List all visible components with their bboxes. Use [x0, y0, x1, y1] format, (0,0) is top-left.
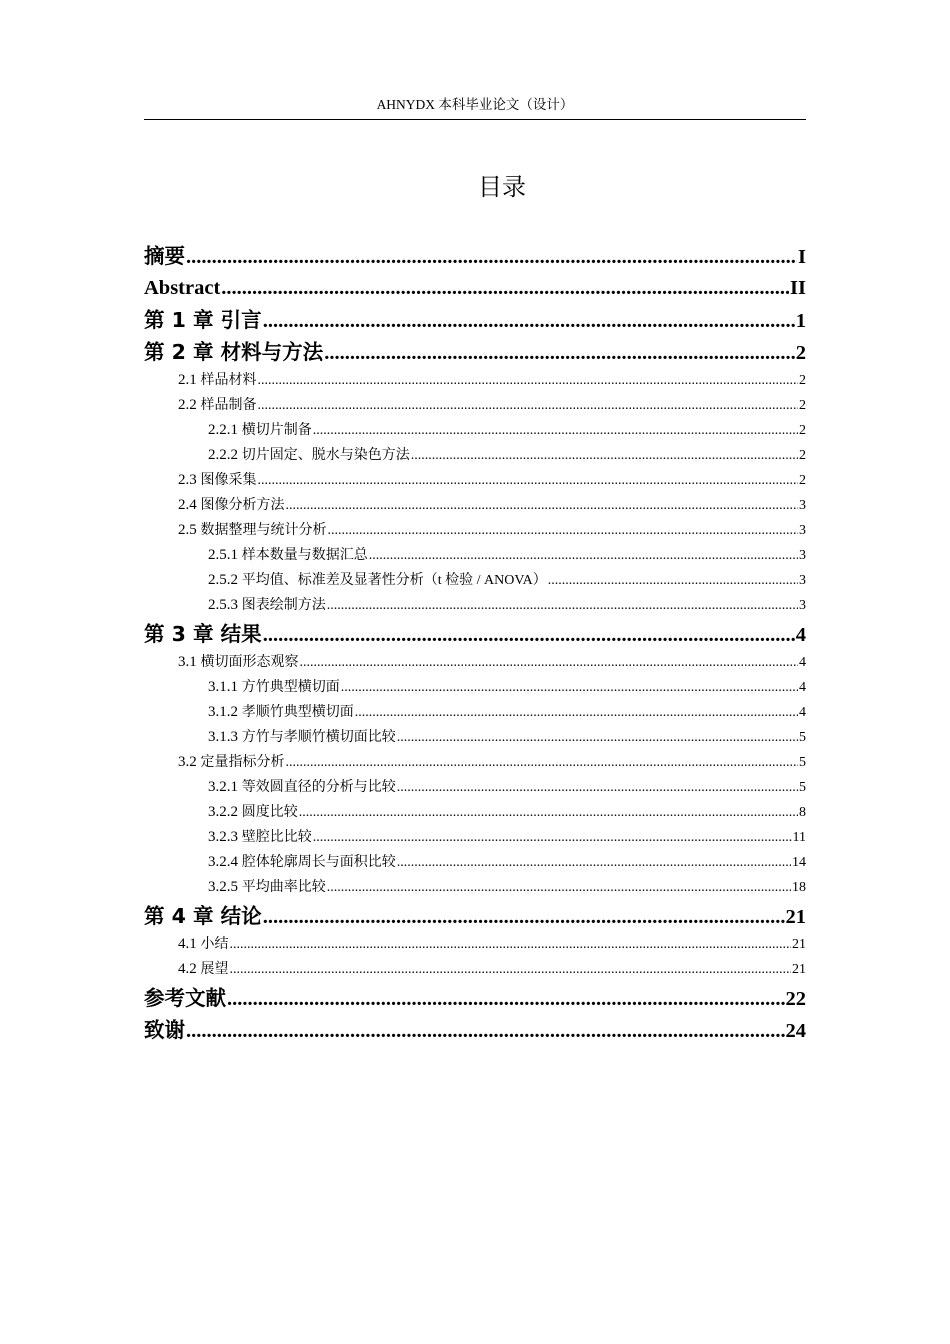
toc-entry-text: 定量指标分析: [200, 754, 285, 770]
toc-entry-page-number: 3: [799, 598, 806, 613]
toc-entry-page-number: 21: [792, 962, 806, 977]
toc-entry-page-number: 4: [795, 624, 806, 646]
page-header: AHNYDX 本科毕业论文（设计）: [376, 97, 574, 112]
toc-entry-page-number: 1: [795, 310, 806, 332]
toc-entry-text: 参考文献: [144, 986, 226, 1010]
toc-entry-text: 样本数量与数据汇总: [241, 548, 368, 563]
toc-entry-text: 图像采集: [200, 472, 257, 488]
toc-entry[interactable]: [144, 443, 806, 468]
toc-entry-text: 腔体轮廓周长与面积比较: [241, 855, 396, 870]
toc-entry-label: [208, 700, 354, 725]
toc-entry-label: [208, 875, 326, 900]
toc-title: 目录: [478, 173, 526, 201]
toc-entry[interactable]: [144, 675, 806, 700]
dot-leader: [186, 1015, 785, 1047]
toc-entry-number: 2.4: [178, 497, 201, 513]
toc-entry-text: 摘要: [144, 244, 185, 268]
toc-entry-text: 平均值、标准差及显著性分析（t 检验 / ANOVA）: [241, 573, 547, 588]
toc-entry-text: 展望: [200, 961, 229, 977]
toc-entry-text: 图像分析方法: [200, 497, 285, 513]
toc-entry-page-number: 21: [792, 937, 806, 952]
toc-entry-text: 平均曲率比较: [241, 880, 326, 895]
toc-entry[interactable]: [144, 304, 806, 336]
toc-entry[interactable]: [144, 650, 806, 675]
dot-leader: [186, 241, 797, 273]
dot-leader: [324, 337, 795, 369]
toc-entry-label: [208, 543, 368, 568]
toc-entry[interactable]: [144, 957, 806, 982]
toc-entry[interactable]: [144, 568, 806, 593]
toc-entry-page-number: 5: [799, 755, 806, 770]
dot-leader: [230, 932, 792, 957]
toc-entry[interactable]: [144, 493, 806, 518]
toc-entry-number: 2.2.1: [208, 422, 242, 438]
toc-entry-text: 横切片制备: [241, 423, 312, 438]
toc-entry[interactable]: [144, 618, 806, 650]
toc-entry[interactable]: [144, 418, 806, 443]
toc-entry-page-number: 18: [792, 880, 806, 895]
toc-entry-number: 2.2: [178, 397, 201, 413]
dot-leader: [299, 800, 798, 825]
toc-entry-page-number: 2: [799, 423, 806, 438]
toc-entry-label: [208, 725, 396, 750]
dot-leader: [369, 543, 798, 568]
toc-entry[interactable]: [144, 336, 806, 368]
toc-entry-number: 2.5.3: [208, 597, 242, 613]
toc-entry-text: Abstract: [144, 277, 221, 299]
toc-entry-text: 致谢: [144, 1018, 185, 1042]
toc-entry-label: [144, 618, 262, 650]
toc-entry-number: 2.1: [178, 372, 201, 388]
toc-entry[interactable]: [144, 875, 806, 900]
dot-leader: [397, 725, 798, 750]
toc-entry-text: 切片固定、脱水与染色方法: [241, 448, 410, 463]
toc-entry-label: [144, 240, 185, 272]
toc-entry[interactable]: [144, 700, 806, 725]
toc-entry-number: 3.2.2: [208, 804, 242, 820]
toc-entry-page-number: 2: [799, 398, 806, 413]
toc-entry-page-number: 3: [799, 498, 806, 513]
toc-entry-label: [208, 568, 547, 593]
dot-leader: [263, 619, 795, 651]
dot-leader: [327, 875, 791, 900]
toc-entry[interactable]: [144, 725, 806, 750]
dot-leader: [258, 393, 799, 418]
toc-entry-number: 3.1.3: [208, 729, 242, 745]
toc-entry-number: 2.2.2: [208, 447, 242, 463]
toc-entry[interactable]: [144, 982, 806, 1014]
toc-entry[interactable]: [144, 593, 806, 618]
dot-leader: [397, 775, 798, 800]
toc-entry-text: 圆度比较: [241, 805, 298, 820]
toc-entry-number: 4.2: [178, 961, 201, 977]
toc-entry-label: [208, 850, 396, 875]
toc-entry[interactable]: [144, 800, 806, 825]
dot-leader: [313, 825, 792, 850]
dot-leader: [313, 418, 798, 443]
toc-entry-page-number: 22: [785, 988, 806, 1010]
toc-entry-text: 孝顺竹典型横切面: [241, 705, 354, 720]
toc-entry-page-number: 5: [799, 780, 806, 795]
toc-entry-text: 样品制备: [200, 397, 257, 413]
dot-leader: [341, 675, 798, 700]
toc-entry[interactable]: [144, 825, 806, 850]
toc-entry-label: [144, 336, 323, 368]
table-of-contents: [144, 240, 806, 1046]
toc-entry-page-number: II: [790, 277, 806, 299]
toc-entry-text: 方竹与孝顺竹横切面比较: [241, 729, 396, 745]
toc-entry[interactable]: [144, 850, 806, 875]
toc-entry-text: 图表绘制方法: [241, 598, 326, 613]
dot-leader: [286, 750, 799, 775]
toc-entry-page-number: 21: [785, 906, 806, 928]
toc-entry[interactable]: [144, 543, 806, 568]
toc-entry-number: 2.5.2: [208, 572, 242, 588]
toc-entry-number: 3.1: [178, 654, 201, 670]
toc-entry[interactable]: [144, 1014, 806, 1046]
toc-entry-label: [178, 750, 285, 775]
toc-entry-page-number: 4: [799, 680, 806, 695]
dot-leader: [258, 368, 799, 393]
toc-entry-number: 2.3: [178, 472, 201, 488]
dot-leader: [397, 850, 791, 875]
toc-entry-label: [178, 932, 229, 957]
toc-entry-page-number: 3: [799, 523, 806, 538]
dot-leader: [328, 518, 799, 543]
toc-entry[interactable]: [144, 775, 806, 800]
toc-entry-label: [208, 443, 410, 468]
toc-entry-label: [144, 304, 262, 336]
toc-entry-number: 3.1.1: [208, 679, 242, 695]
toc-entry-label: [144, 982, 226, 1014]
toc-entry[interactable]: [144, 932, 806, 957]
toc-entry[interactable]: [144, 750, 806, 775]
dot-leader: [355, 700, 798, 725]
toc-entry-label: [178, 518, 327, 543]
dot-leader: [300, 650, 799, 675]
toc-entry-label: [208, 418, 312, 443]
toc-entry-label: [178, 393, 257, 418]
dot-leader: [548, 568, 798, 593]
toc-entry-label: [178, 650, 299, 675]
toc-entry-text: 样品材料: [200, 372, 257, 388]
toc-entry-number: 2.5.1: [208, 547, 242, 563]
toc-entry-text: 第 3 章 结果: [144, 622, 262, 646]
dot-leader: [411, 443, 798, 468]
toc-entry-page-number: 2: [799, 448, 806, 463]
toc-entry-page-number: 3: [799, 573, 806, 588]
toc-entry-page-number: 4: [799, 705, 806, 720]
toc-entry-number: 3.2.1: [208, 779, 242, 795]
toc-entry-label: [208, 775, 396, 800]
toc-entry-number: 3.1.2: [208, 704, 242, 720]
toc-entry-number: 2.5: [178, 522, 201, 538]
toc-entry-label: [144, 272, 220, 304]
dot-leader: [258, 468, 799, 493]
toc-entry[interactable]: [144, 272, 806, 304]
dot-leader: [263, 305, 795, 337]
toc-entry[interactable]: [144, 393, 806, 418]
toc-entry-label: [178, 957, 229, 982]
toc-entry-page-number: 2: [795, 342, 806, 364]
toc-entry-label: [208, 593, 326, 618]
toc-entry-page-number: 8: [799, 805, 806, 820]
toc-entry-page-number: 4: [799, 655, 806, 670]
toc-entry-page-number: 14: [792, 855, 806, 870]
toc-entry-page-number: 5: [799, 730, 806, 745]
toc-entry[interactable]: [144, 368, 806, 393]
toc-entry-label: [144, 1014, 185, 1046]
toc-entry-number: 3.2.4: [208, 854, 242, 870]
dot-leader: [227, 983, 785, 1015]
toc-entry-text: 小结: [200, 936, 229, 952]
toc-entry-label: [208, 825, 312, 850]
toc-entry-text: 等效圆直径的分析与比较: [241, 780, 396, 795]
toc-entry-label: [144, 900, 262, 932]
dot-leader: [327, 593, 798, 618]
toc-entry-text: 横切面形态观察: [200, 654, 299, 670]
toc-entry-label: [178, 493, 285, 518]
dot-leader: [286, 493, 799, 518]
toc-entry-number: 3.2: [178, 754, 201, 770]
toc-entry-page-number: 2: [799, 473, 806, 488]
toc-entry-page-number: I: [798, 246, 806, 268]
toc-entry[interactable]: [144, 518, 806, 543]
toc-entry-number: 3.2.5: [208, 879, 242, 895]
toc-entry[interactable]: [144, 900, 806, 932]
toc-entry-label: [208, 675, 340, 700]
toc-entry-number: 3.2.3: [208, 829, 242, 845]
toc-entry-text: 数据整理与统计分析: [200, 522, 327, 538]
toc-entry-page-number: 3: [799, 548, 806, 563]
dot-leader: [230, 957, 792, 982]
toc-entry-text: 方竹典型横切面: [241, 680, 340, 695]
toc-entry-page-number: 11: [792, 830, 806, 845]
dot-leader: [221, 272, 789, 304]
toc-entry-text: 壁腔比比较: [241, 830, 312, 845]
toc-entry-number: 4.1: [178, 936, 201, 952]
toc-entry-label: [178, 368, 257, 393]
dot-leader: [263, 901, 785, 933]
toc-entry-text: 第 4 章 结论: [144, 904, 262, 928]
header-rule: [144, 119, 806, 120]
toc-entry-page-number: 24: [785, 1020, 806, 1042]
toc-entry-label: [208, 800, 298, 825]
toc-entry-label: [178, 468, 257, 493]
toc-entry[interactable]: [144, 240, 806, 272]
toc-entry-page-number: 2: [799, 373, 806, 388]
toc-entry-text: 第 2 章 材料与方法: [144, 340, 324, 364]
toc-entry-text: 第 1 章 引言: [144, 308, 262, 332]
toc-entry[interactable]: [144, 468, 806, 493]
